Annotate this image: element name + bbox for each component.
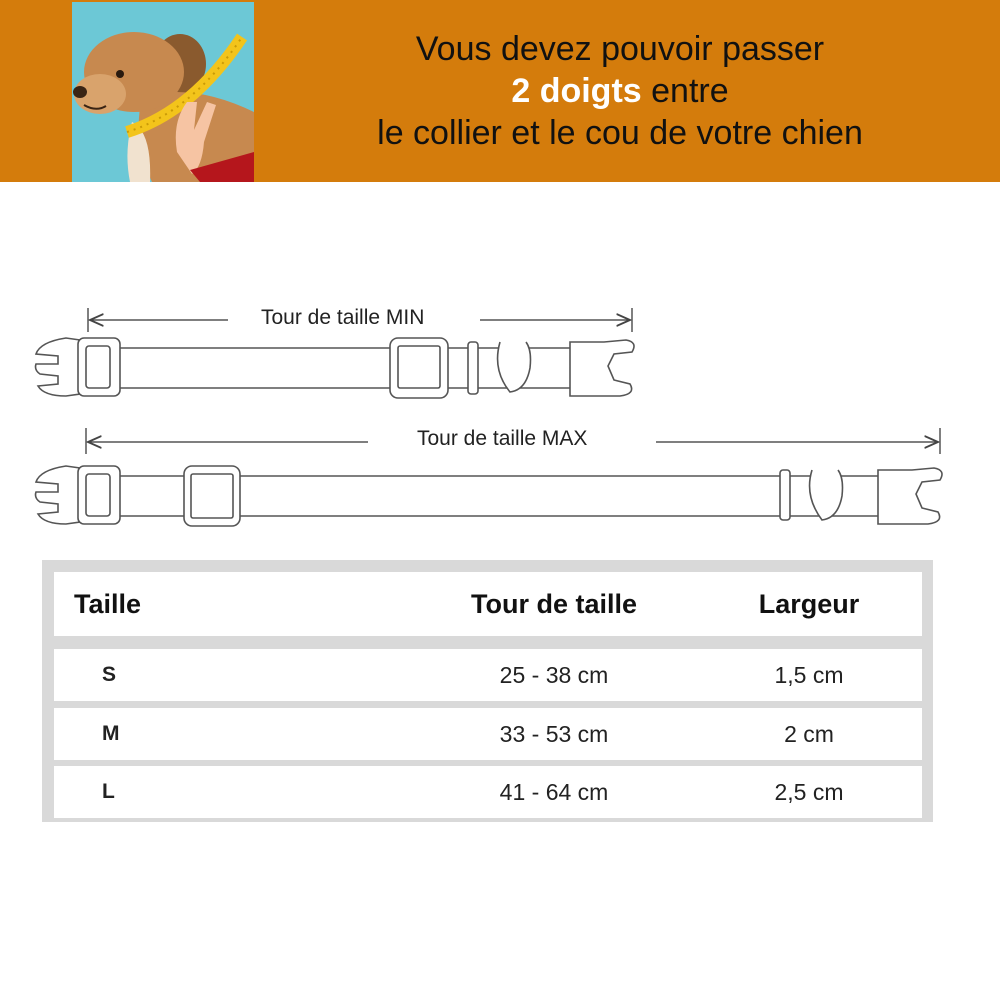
header-width: Largeur bbox=[758, 588, 860, 619]
row-neck: 25 - 38 cm bbox=[499, 661, 609, 688]
banner-line-1: Vous devez pouvoir passer bbox=[415, 30, 825, 68]
collar-drawings bbox=[0, 290, 1000, 540]
table-header-row bbox=[54, 572, 922, 636]
size-table bbox=[42, 560, 933, 822]
banner-line-2-rest: entre bbox=[641, 72, 729, 110]
table-row bbox=[54, 708, 922, 760]
row-neck: 33 - 53 cm bbox=[499, 720, 609, 747]
min-collar bbox=[36, 338, 635, 398]
banner-line-2 bbox=[280, 70, 960, 112]
min-size-label: Tour de taille MIN bbox=[261, 306, 425, 329]
row-width: 2,5 cm bbox=[774, 778, 844, 805]
row-size: L bbox=[102, 780, 115, 803]
header-size: Taille bbox=[74, 588, 142, 619]
row-width: 2 cm bbox=[784, 720, 834, 747]
dog-measuring-illustration bbox=[72, 2, 254, 182]
max-collar bbox=[36, 466, 943, 526]
header-neck: Tour de taille bbox=[470, 588, 638, 619]
table-row bbox=[54, 766, 922, 818]
row-neck: 41 - 64 cm bbox=[499, 778, 609, 805]
instruction-banner bbox=[0, 0, 1000, 182]
banner-message bbox=[280, 28, 960, 154]
table-row bbox=[54, 649, 922, 701]
collar-diagram bbox=[0, 290, 1000, 540]
banner-highlight: 2 doigts bbox=[511, 72, 642, 110]
row-size: M bbox=[102, 722, 120, 745]
max-size-label: Tour de taille MAX bbox=[417, 427, 588, 450]
banner-line-3: le collier et le cou de votre chien bbox=[377, 114, 863, 152]
row-width: 1,5 cm bbox=[774, 661, 844, 688]
row-size: S bbox=[102, 663, 117, 686]
